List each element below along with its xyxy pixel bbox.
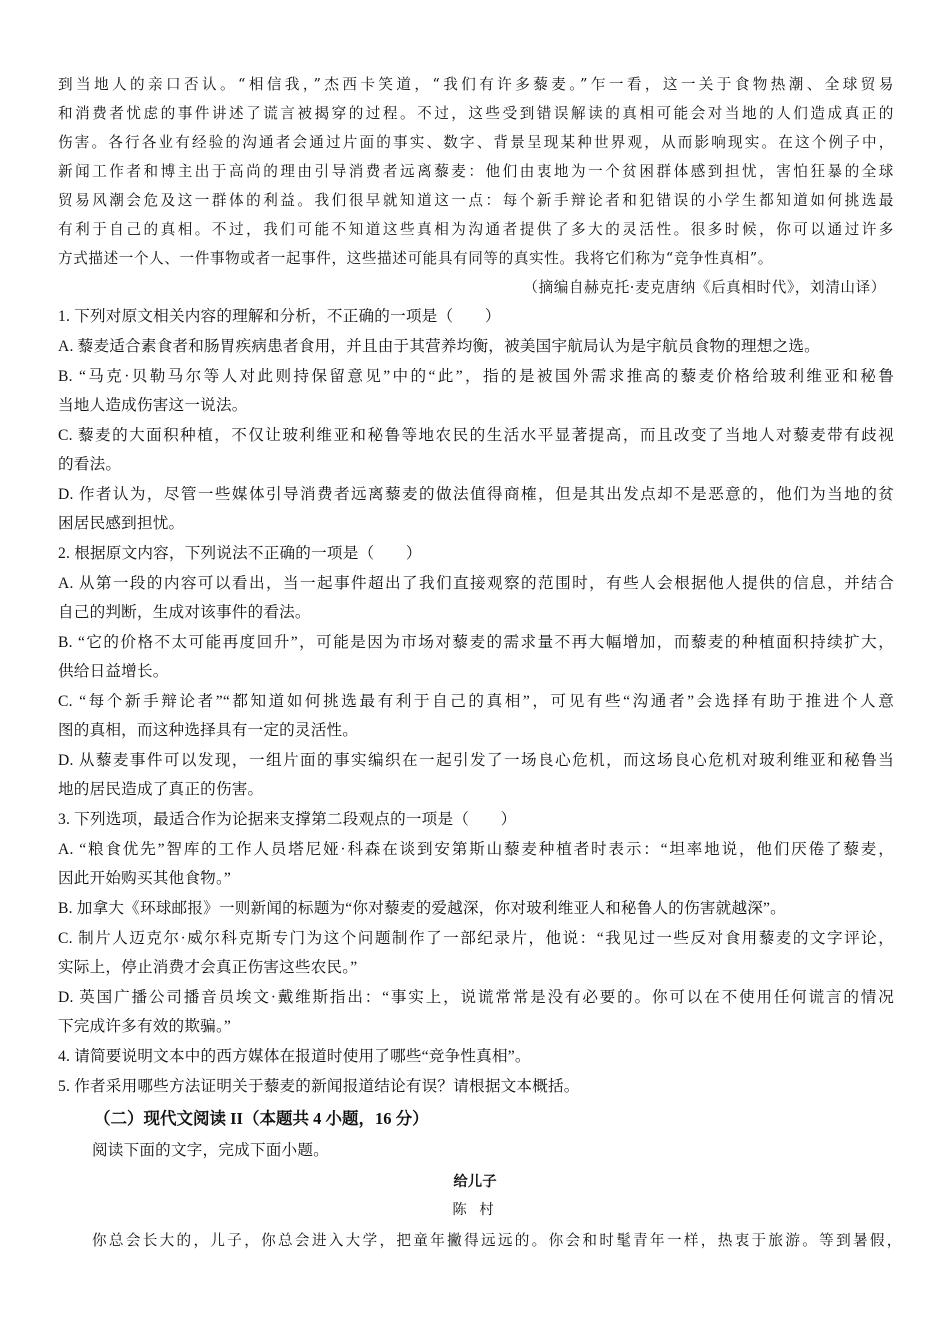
question-1-option-d-cont: 困居民感到担忧。 <box>58 515 185 532</box>
question-1-option-a: A. 藜麦适合素食者和肠胃疾病患者食用，并且由于其营养均衡，被美国宇航局认为是宇航员食物的理想之选。 <box>58 338 820 355</box>
question-3-stem: 3. 下列选项，最适合作为论据来支撑第二段观点的一项是（ ） <box>58 811 517 828</box>
passage-line: 到当地人的亲口否认。“相信我，”杰西卡笑道，“我们有许多藜麦。”乍一看，这一关于食物热潮、全球贸易 <box>58 76 894 93</box>
question-3-option-d-cont: 下完成许多有效的欺骗。” <box>58 1018 232 1035</box>
passage-line: 新闻工作者和博主出于高尚的理由引导消费者远离藜麦：他们由衷地为一个贫困群体感到担忧，害怕狂暴的全球 <box>58 163 894 180</box>
section-heading: （二）现代文阅读 II（本题共 4 小题，16 分） <box>94 1109 429 1128</box>
question-1-stem: 1. 下列对原文相关内容的理解和分析，不正确的一项是（ ） <box>58 308 501 325</box>
question-5-stem: 5. 作者采用哪些方法证明关于藜麦的新闻报道结论有误？请根据文本概括。 <box>58 1078 580 1095</box>
section-instruction: 阅读下面的文字，完成下面小题。 <box>92 1142 329 1159</box>
question-3-option-a-cont: 因此开始购买其他食物。” <box>58 870 232 887</box>
question-2-option-a: A. 从第一段的内容可以看出，当一起事件超出了我们直接观察的范围时，有些人会根据他人提供的信息，并结合 <box>58 575 894 592</box>
passage-line: 伤害。各行各业有经验的沟通者会通过片面的事实、数字、背景呈现某种世界观，从而影响现实。在这个例子中， <box>58 134 894 151</box>
question-2-option-c-cont: 图的真相，而这种选择具有一定的灵活性。 <box>58 722 359 739</box>
poem-title: 给儿子 <box>453 1173 497 1190</box>
poem-first-line: 你总会长大的，儿子，你总会进入大学，把童年撇得远远的。你会和时髦青年一样，热衷于旅游。等到暑假， <box>92 1232 902 1249</box>
passage-line: 方式描述一个人、一件事物或者一起事件，这些描述可能具有同等的真实性。我将它们称为“竞争性真相”。 <box>58 250 774 267</box>
passage-line: 和消费者忧虑的事件讲述了谎言被揭穿的过程。不过，这些受到错误解读的真相可能会对当地的人们造成真正的 <box>58 105 894 122</box>
question-1-option-b: B. “马克·贝勒马尔等人对此则持保留意见”中的“此”，指的是被国外需求推高的藜麦价格给玻利维亚和秘鲁 <box>58 368 894 385</box>
question-3-option-d: D. 英国广播公司播音员埃文·戴维斯指出：“事实上，说谎常常是没有必要的。你可以在不使用任何谎言的情况 <box>58 989 894 1006</box>
poem-author: 陈 村 <box>452 1202 498 1218</box>
question-2-stem: 2. 根据原文内容，下列说法不正确的一项是（ ） <box>58 545 422 562</box>
question-2-option-d: D. 从藜麦事件可以发现，一组片面的事实编织在一起引发了一场良心危机，而这场良心危机对玻利维亚和秘鲁当 <box>58 752 894 769</box>
question-1-option-d: D. 作者认为，尽管一些媒体引导消费者远离藜麦的做法值得商榷，但是其出发点却不是恶意的，他们为当地的贫 <box>58 486 894 503</box>
question-1-option-b-cont: 当地人造成伤害这一说法。 <box>58 397 248 414</box>
question-2-option-d-cont: 地的居民造成了真正的伤害。 <box>58 781 264 798</box>
question-3-option-c-cont: 实际上，停止消费才会真正伤害这些农民。” <box>58 959 358 976</box>
question-3-option-b: B. 加拿大《环球邮报》一则新闻的标题为“你对藜麦的爱越深，你对玻利维亚人和秘鲁人的伤害就越深”。 <box>58 900 786 917</box>
question-1-option-c-cont: 的看法。 <box>58 456 122 473</box>
question-4-stem: 4. 请简要说明文本中的西方媒体在报道时使用了哪些“竞争性真相”。 <box>58 1048 531 1065</box>
question-2-option-b: B. “它的价格不太可能再度回升”，可能是因为市场对藜麦的需求量不再大幅增加，而藜麦的种植面积持续扩大， <box>58 634 894 651</box>
question-1-option-c: C. 藜麦的大面积种植，不仅让玻利维亚和秘鲁等地农民的生活水平显著提高，而且改变了当地人对藜麦带有歧视 <box>58 427 894 444</box>
question-2-option-b-cont: 供给日益增长。 <box>58 663 169 680</box>
question-3-option-c: C. 制片人迈克尔·威尔科克斯专门为这个问题制作了一部纪录片，他说：“我见过一些反对食用藜麦的文字评论， <box>58 930 894 947</box>
question-2-option-c: C. “每个新手辩论者”“都知道如何挑选最有利于自己的真相”，可见有些“沟通者”会选择有助于推进个人意 <box>58 693 894 710</box>
passage-source: （摘编自赫克托·麦克唐纳《后真相时代》，刘清山译） <box>523 279 886 296</box>
passage-line: 贸易风潮会危及这一群体的利益。我们很早就知道这一点：每个新手辩论者和犯错误的小学生都知道如何挑选最 <box>58 192 894 209</box>
question-3-option-a: A. “粮食优先”智库的工作人员塔尼娅·科森在谈到安第斯山藜麦种植者时表示：“坦率地说，他们厌倦了藜麦， <box>58 841 894 858</box>
question-2-option-a-cont: 自己的判断，生成对该事件的看法。 <box>58 604 311 621</box>
passage-line: 有利于自己的真相。不过，我们可能不知道这些真相为沟通者提供了多大的灵活性。很多时候，你可以通过许多 <box>58 221 894 238</box>
